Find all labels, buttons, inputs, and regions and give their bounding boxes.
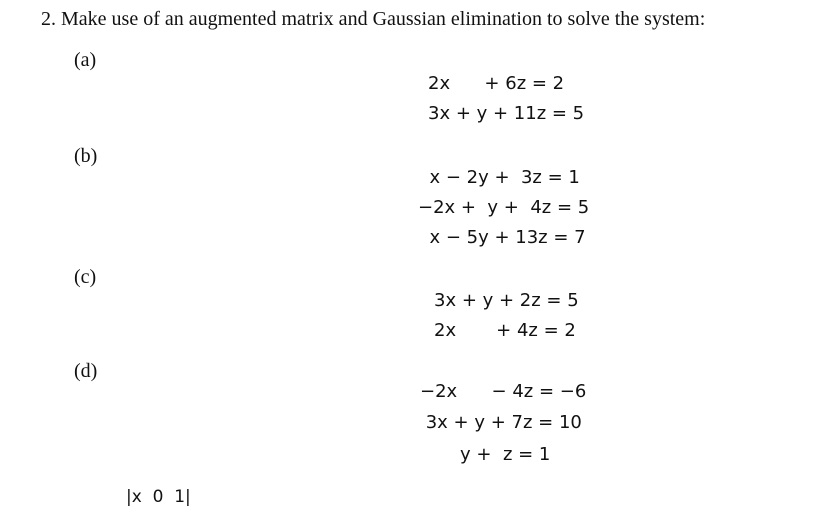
part-b-label: (b)	[74, 145, 98, 167]
part-a-label: (a)	[74, 49, 97, 71]
matrix-fragment: |x 0 1|	[126, 487, 191, 507]
part-c-equation-1: 3x + y + 2z = 5	[434, 290, 579, 311]
part-d-equation-3: y + z = 1	[420, 444, 551, 465]
part-c-label: (c)	[74, 266, 97, 288]
part-b-equation-2: −2x + y + 4z = 5	[418, 197, 590, 218]
part-d-equation-2: 3x + y + 7z = 10	[420, 412, 582, 433]
part-c-equation-2: 2x + 4z = 2	[434, 320, 576, 341]
problem-text: 2. Make use of an augmented matrix and Gaussian elimination to solve the system:	[41, 8, 706, 30]
part-b-equation-3: x − 5y + 13z = 7	[418, 227, 586, 248]
part-a-equation-1: 2x + 6z = 2	[428, 73, 565, 94]
part-d-equation-1: −2x − 4z = −6	[420, 381, 587, 402]
part-a-equation-2: 3x + y + 11z = 5	[428, 103, 585, 124]
part-d-label: (d)	[74, 360, 98, 382]
part-b-equation-1: x − 2y + 3z = 1	[418, 167, 580, 188]
